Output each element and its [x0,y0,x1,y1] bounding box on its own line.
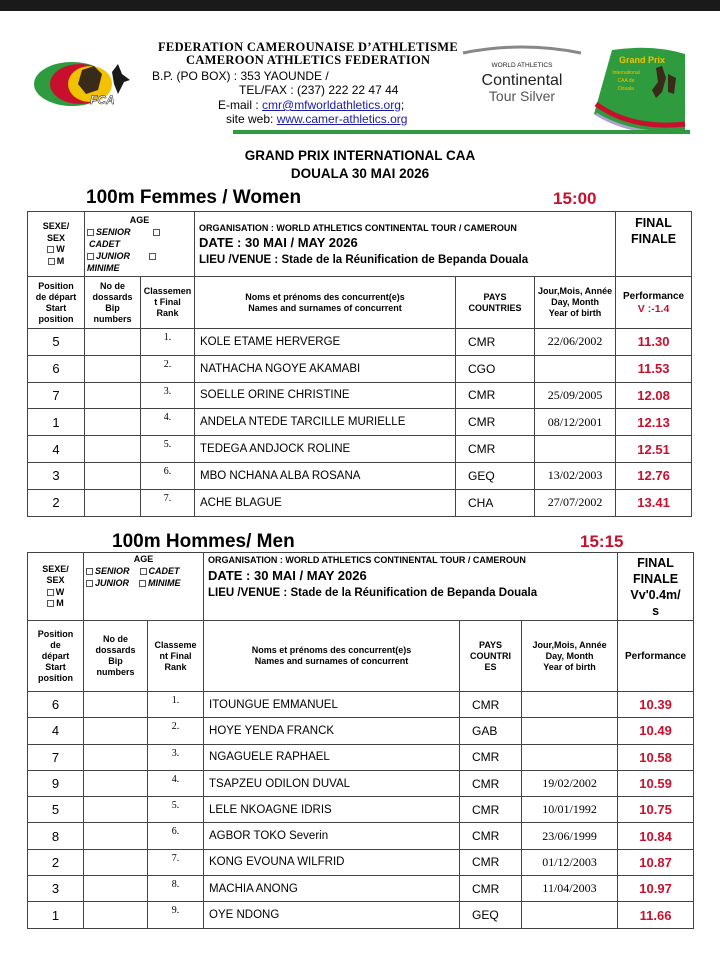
age-extra-checkbox[interactable] [153,229,160,236]
table-row [28,902,694,928]
col-country: PAYS COUNTRIES [456,277,535,329]
email-link[interactable]: cmr@mfworldathletics.org [262,98,401,112]
bib-number [84,770,148,796]
athlete-name: ANDELA NTEDE TARCILLE MURIELLE [195,409,456,436]
start-position: 7 [28,382,85,409]
athlete-name: HOYE YENDA FRANCK [204,718,460,744]
final-rank: 6. [148,823,204,849]
date-of-birth [535,355,616,382]
grand-prix-logo [592,44,687,136]
bib-number [84,823,148,849]
performance: 10.39 [618,692,694,718]
table-row [28,849,694,875]
age-cell [84,553,204,621]
country-code: GEQ [460,902,522,928]
sex-w-checkbox[interactable] [47,589,54,596]
men-event-time: 15:15 [580,532,624,551]
start-position: 7 [28,744,84,770]
col-names: Noms et prénoms des concurrent(e)s Names and surnames of concurrent [204,621,460,692]
athlete-name: TSAPZEU ODILON DUVAL [204,770,460,796]
sex-m-label: M [56,598,64,608]
athlete-name: LELE NKOAGNE IDRIS [204,797,460,823]
date-of-birth: 19/02/2002 [522,770,618,796]
table-row [28,436,692,463]
country-code: CMR [456,436,535,463]
final-rank: 3. [148,744,204,770]
col-performance: Performance V :-1.4 [616,277,692,329]
country-code: CMR [460,744,522,770]
athlete-name: KOLE ETAME HERVERGE [195,329,456,356]
bib-number [84,797,148,823]
country-code: CMR [460,823,522,849]
table-row [28,823,694,849]
performance: 13.41 [616,489,692,516]
table-row [28,797,694,823]
competition-subtitle: DOUALA 30 MAI 2026 [290,166,430,181]
athlete-name: TEDEGA ANDJOCK ROLINE [195,436,456,463]
country-code: CGO [456,355,535,382]
top-bar [0,0,720,11]
competition-title: GRAND PRIX INTERNATIONAL CAA [244,148,476,163]
performance: 10.97 [618,876,694,902]
date-of-birth: 11/04/2003 [522,876,618,902]
women-event-time: 15:00 [553,189,597,208]
header-divider [233,130,690,134]
age-minime-checkbox[interactable] [139,580,146,587]
col-names: Noms et prénoms des concurrent(e)s Names and surnames of concurrent [195,277,456,329]
age-label: AGE [129,215,150,225]
performance: 10.87 [618,849,694,875]
date-label: DATE : 30 MAI / MAY 2026 [208,568,367,583]
final-rank: 6. [141,462,195,489]
site-link[interactable]: www.camer-athletics.org [276,112,408,126]
country-code: CMR [460,849,522,875]
final-rank: 4. [141,409,195,436]
telfax: TEL/FAX : (237) 222 22 47 44 [239,83,399,97]
table-row [28,770,694,796]
wa-logo-line1: WORLD ATHLETICS [491,62,553,69]
country-code: GAB [460,718,522,744]
start-position: 1 [28,409,85,436]
col-bib: No de dossards Bip numbers [84,621,148,692]
sex-w-label: W [56,244,65,254]
fca-logo-text: FCA [90,93,115,107]
email-line [218,98,404,112]
date-of-birth: 23/06/1999 [522,823,618,849]
org-cell [195,212,616,277]
start-position: 4 [28,436,85,463]
sex-label: SEXE/ SEX [42,563,69,585]
bib-number [85,409,141,436]
final-rank: 1. [148,692,204,718]
country-code: GEQ [456,462,535,489]
date-of-birth: 25/09/2005 [535,382,616,409]
performance: 11.66 [618,902,694,928]
start-position: 5 [28,329,85,356]
country-code: CMR [460,797,522,823]
col-country: PAYS COUNTRI ES [460,621,522,692]
date-of-birth [522,744,618,770]
table-row [28,329,692,356]
site-label: site web: [226,112,274,126]
performance: 10.58 [618,744,694,770]
age-junior-checkbox[interactable] [86,580,93,587]
age-senior-label: SENIOR [95,566,130,576]
age-minime-label: MINIME [148,578,181,588]
date-label: DATE : 30 MAI / MAY 2026 [199,235,358,250]
bib-number [84,902,148,928]
final-label: FINAL FINALE [616,212,692,277]
final-rank: 2. [148,718,204,744]
date-of-birth: 27/07/2002 [535,489,616,516]
start-position: 6 [28,692,84,718]
age-senior-checkbox[interactable] [87,229,94,236]
venue-label: LIEU /VENUE : Stade de la Réunification de Bepanda Douala [199,254,529,266]
po-box: B.P. (PO BOX) : 353 YAOUNDE / [152,69,329,83]
start-position: 4 [28,718,84,744]
start-position: 8 [28,823,84,849]
sex-m-checkbox[interactable] [47,600,54,607]
final-rank: 8. [148,876,204,902]
bib-number [85,329,141,356]
final-label: FINAL FINALE Vv'0.4m/ s [618,553,694,621]
age-cadet-checkbox[interactable] [140,568,147,575]
date-of-birth: 01/12/2003 [522,849,618,875]
women-event-title: 100m Femmes / Women [86,187,302,208]
bib-number [85,462,141,489]
athlete-name: MBO NCHANA ALBA ROSANA [195,462,456,489]
age-cadet-label: CADET [148,566,180,576]
athlete-name: OYE NDONG [204,902,460,928]
col-rank: Classemen t Final Rank [141,277,195,329]
date-of-birth: 08/12/2001 [535,409,616,436]
final-rank: 3. [141,382,195,409]
table-row [28,692,694,718]
sex-label: SEXE/ SEX [42,221,70,243]
venue-label: LIEU /VENUE : Stade de la Réunification de Bepanda Douala [208,587,538,599]
start-position: 1 [28,902,84,928]
athlete-name: NATHACHA NGOYE AKAMABI [195,355,456,382]
start-position: 9 [28,770,84,796]
org-label: ORGANISATION : WORLD ATHLETICS CONTINENTAL TOUR / CAMEROUN [208,555,526,565]
athlete-name: MACHIA ANONG [204,876,460,902]
wa-logo-line3: Tour Silver [488,88,556,104]
athlete-name: ACHE BLAGUE [195,489,456,516]
athlete-name: NGAGUELE RAPHAEL [204,744,460,770]
col-position: Position de départ Start position [28,621,84,692]
performance: 10.75 [618,797,694,823]
table-row [28,744,694,770]
gp-logo-line1: Grand Prix [618,55,666,65]
federation-name-en: CAMEROON ATHLETICS FEDERATION [186,53,431,67]
age-minime-checkbox[interactable] [149,253,156,260]
table-row [28,718,694,744]
bib-number [85,436,141,463]
age-junior-label: JUNIOR [96,251,131,261]
email-suffix: ; [400,98,405,112]
fca-logo [32,60,142,108]
performance: 10.84 [618,823,694,849]
bib-number [85,355,141,382]
date-of-birth [535,436,616,463]
gp-logo-line2: International [612,70,640,76]
bib-number [84,876,148,902]
final-rank: 1. [141,329,195,356]
final-rank: 5. [141,436,195,463]
age-cadet-label: CADET [89,239,120,249]
performance: 12.08 [616,382,692,409]
athlete-name: AGBOR TOKO Severin [204,823,460,849]
country-code: CMR [456,409,535,436]
country-code: CMR [456,382,535,409]
final-rank: 5. [148,797,204,823]
col-performance: Performance [618,621,694,692]
wind-reading: V :-1.4 [637,302,670,315]
site-line [226,112,407,126]
country-code: CMR [460,876,522,902]
bib-number [84,718,148,744]
sex-m-checkbox[interactable] [48,258,55,265]
performance: 12.13 [616,409,692,436]
col-dob: Jour,Mois, Année Day, Month Year of birth [535,277,616,329]
women-rows [28,329,692,517]
performance: 12.51 [616,436,692,463]
sex-w-checkbox[interactable] [47,246,54,253]
table-row [28,409,692,436]
final-rank: 4. [148,770,204,796]
performance: 12.76 [616,462,692,489]
age-senior-checkbox[interactable] [86,568,93,575]
date-of-birth [522,692,618,718]
men-event-title: 100m Hommes/ Men [112,531,295,552]
country-code: CMR [460,692,522,718]
date-of-birth: 22/06/2002 [535,329,616,356]
bib-number [84,692,148,718]
federation-name-fr: FEDERATION CAMEROUNAISE D’ATHLETISME [158,40,458,54]
final-rank: 9. [148,902,204,928]
bib-number [85,382,141,409]
col-rank: Classeme nt Final Rank [148,621,204,692]
performance: 10.59 [618,770,694,796]
table-row [28,462,692,489]
men-rows [28,692,694,929]
date-of-birth [522,902,618,928]
start-position: 3 [28,462,85,489]
final-rank: 7. [141,489,195,516]
sex-m-label: M [56,255,65,266]
table-row [28,489,692,516]
age-junior-label: JUNIOR [95,578,130,588]
country-code: CMR [456,329,535,356]
country-code: CHA [456,489,535,516]
table-row [28,876,694,902]
start-position: 2 [28,489,85,516]
bib-number [84,849,148,875]
age-minime-label: MINIME [87,263,120,273]
org-cell [204,553,618,621]
athlete-name: ITOUNGUE EMMANUEL [204,692,460,718]
gp-logo-line3: CAA de [617,78,635,84]
age-cell [85,212,195,277]
start-position: 3 [28,876,84,902]
date-of-birth: 10/01/1992 [522,797,618,823]
bib-number [84,744,148,770]
women-results-table [27,211,692,517]
age-label: AGE [133,554,154,564]
wa-logo-line2: Continental [481,72,563,89]
age-junior-checkbox[interactable] [87,253,94,260]
sex-cell [28,553,84,621]
country-code: CMR [460,770,522,796]
sex-w-label: W [55,586,65,597]
gp-logo-line4: Douala [618,86,634,92]
start-position: 5 [28,797,84,823]
start-position: 6 [28,355,85,382]
final-rank: 7. [148,849,204,875]
final-rank: 2. [141,355,195,382]
start-position: 2 [28,849,84,875]
bib-number [85,489,141,516]
performance: 11.30 [616,329,692,356]
athlete-name: KONG EVOUNA WILFRID [204,849,460,875]
athlete-name: SOELLE ORINE CHRISTINE [195,382,456,409]
col-dob: Jour,Mois, Année Day, Month Year of birth [522,621,618,692]
world-athletics-logo [455,45,590,107]
sex-cell [28,212,85,277]
date-of-birth: 13/02/2003 [535,462,616,489]
col-bib: No de dossards Bip numbers [85,277,141,329]
col-position: Position de départ Start position [28,277,85,329]
table-row [28,355,692,382]
age-senior-label: SENIOR [96,227,131,237]
table-row [28,382,692,409]
performance: 10.49 [618,718,694,744]
email-label: E-mail : [218,98,259,112]
date-of-birth [522,718,618,744]
org-label: ORGANISATION : WORLD ATHLETICS CONTINENTAL TOUR / CAMEROUN [199,223,517,233]
men-results-table [27,552,694,929]
performance: 11.53 [616,355,692,382]
